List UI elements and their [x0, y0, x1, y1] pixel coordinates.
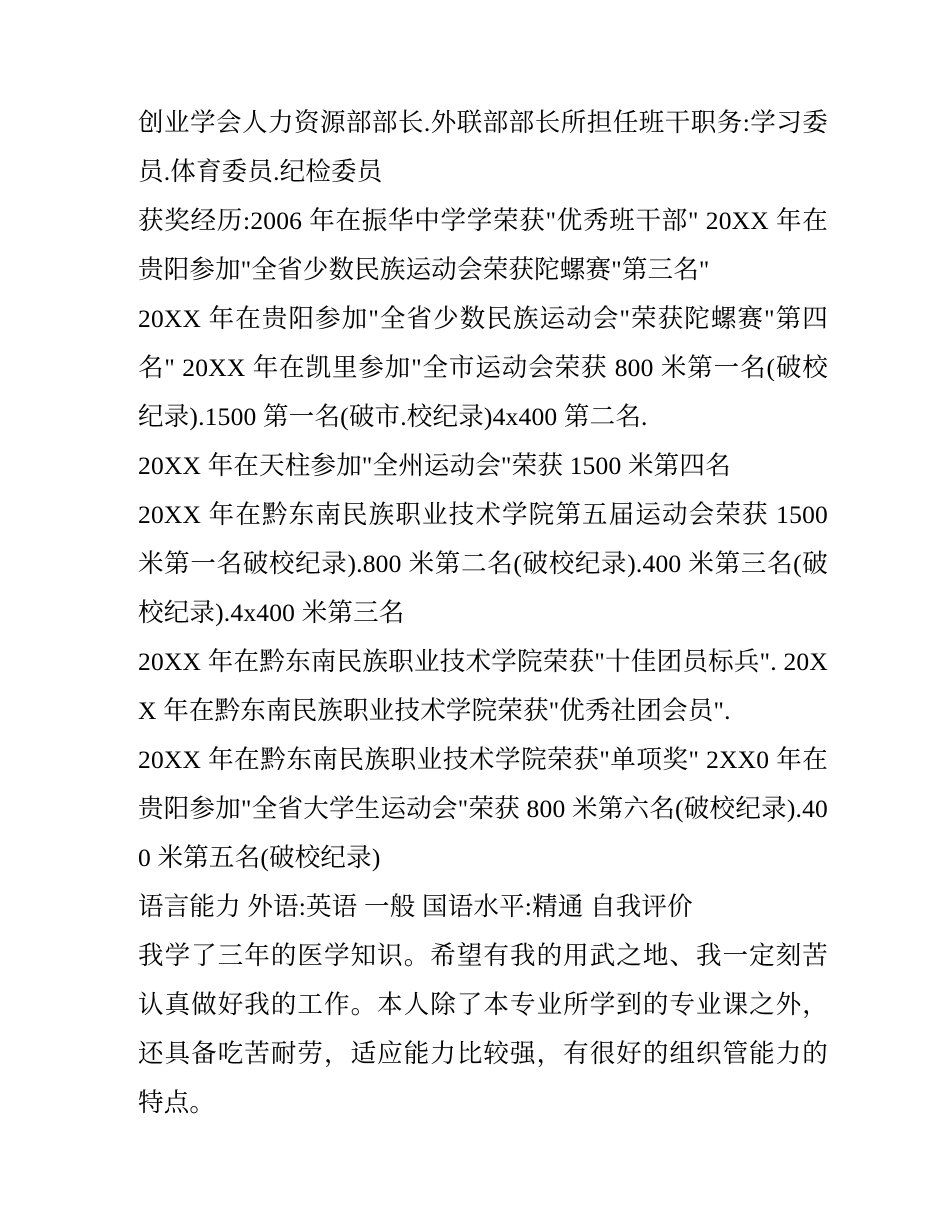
paragraph: 创业学会人力资源部部长.外联部部长所担任班干职务:学习委员.体育委员.纪检委员	[138, 108, 828, 186]
paragraph: 20XX 年在黔东南民族职业技术学院第五届运动会荣获 1500 米第一名破校纪录).800 米第二名(破校纪录).400 米第三名(破校纪录).4x400 米第三名	[138, 500, 828, 627]
paragraph: 语言能力 外语:英语 一般 国语水平:精通 自我评价	[138, 892, 693, 921]
paragraph: 20XX 年在黔东南民族职业技术学院荣获"单项奖" 2XX0 年在贵阳参加"全省大学生运动会"荣获 800 米第六名(破校纪录).400 米第五名(破校纪录)	[138, 745, 828, 872]
document-body	[138, 98, 828, 1127]
paragraph: 我学了三年的医学知识。希望有我的用武之地、我一定刻苦认真做好我的工作。本人除了本专业所学到的专业课之外，还具备吃苦耐劳，适应能力比较强，有很好的组织管能力的特点。	[138, 941, 828, 1117]
paragraph: 获奖经历:2006 年在振华中学学荣获"优秀班干部" 20XX 年在贵阳参加"全省少数民族运动会荣获陀螺赛"第三名"	[138, 206, 828, 284]
paragraph: 20XX 年在贵阳参加"全省少数民族运动会"荣获陀螺赛"第四名" 20XX 年在凯里参加"全市运动会荣获 800 米第一名(破校纪录).1500 第一名(破市.校纪录)4x400 第二名.	[138, 304, 828, 431]
paragraph: 20XX 年在天柱参加"全州运动会"荣获 1500 米第四名	[138, 451, 731, 480]
paragraph: 20XX 年在黔东南民族职业技术学院荣获"十佳团员标兵". 20XX 年在黔东南民族职业技术学院荣获"优秀社团会员".	[138, 647, 828, 725]
